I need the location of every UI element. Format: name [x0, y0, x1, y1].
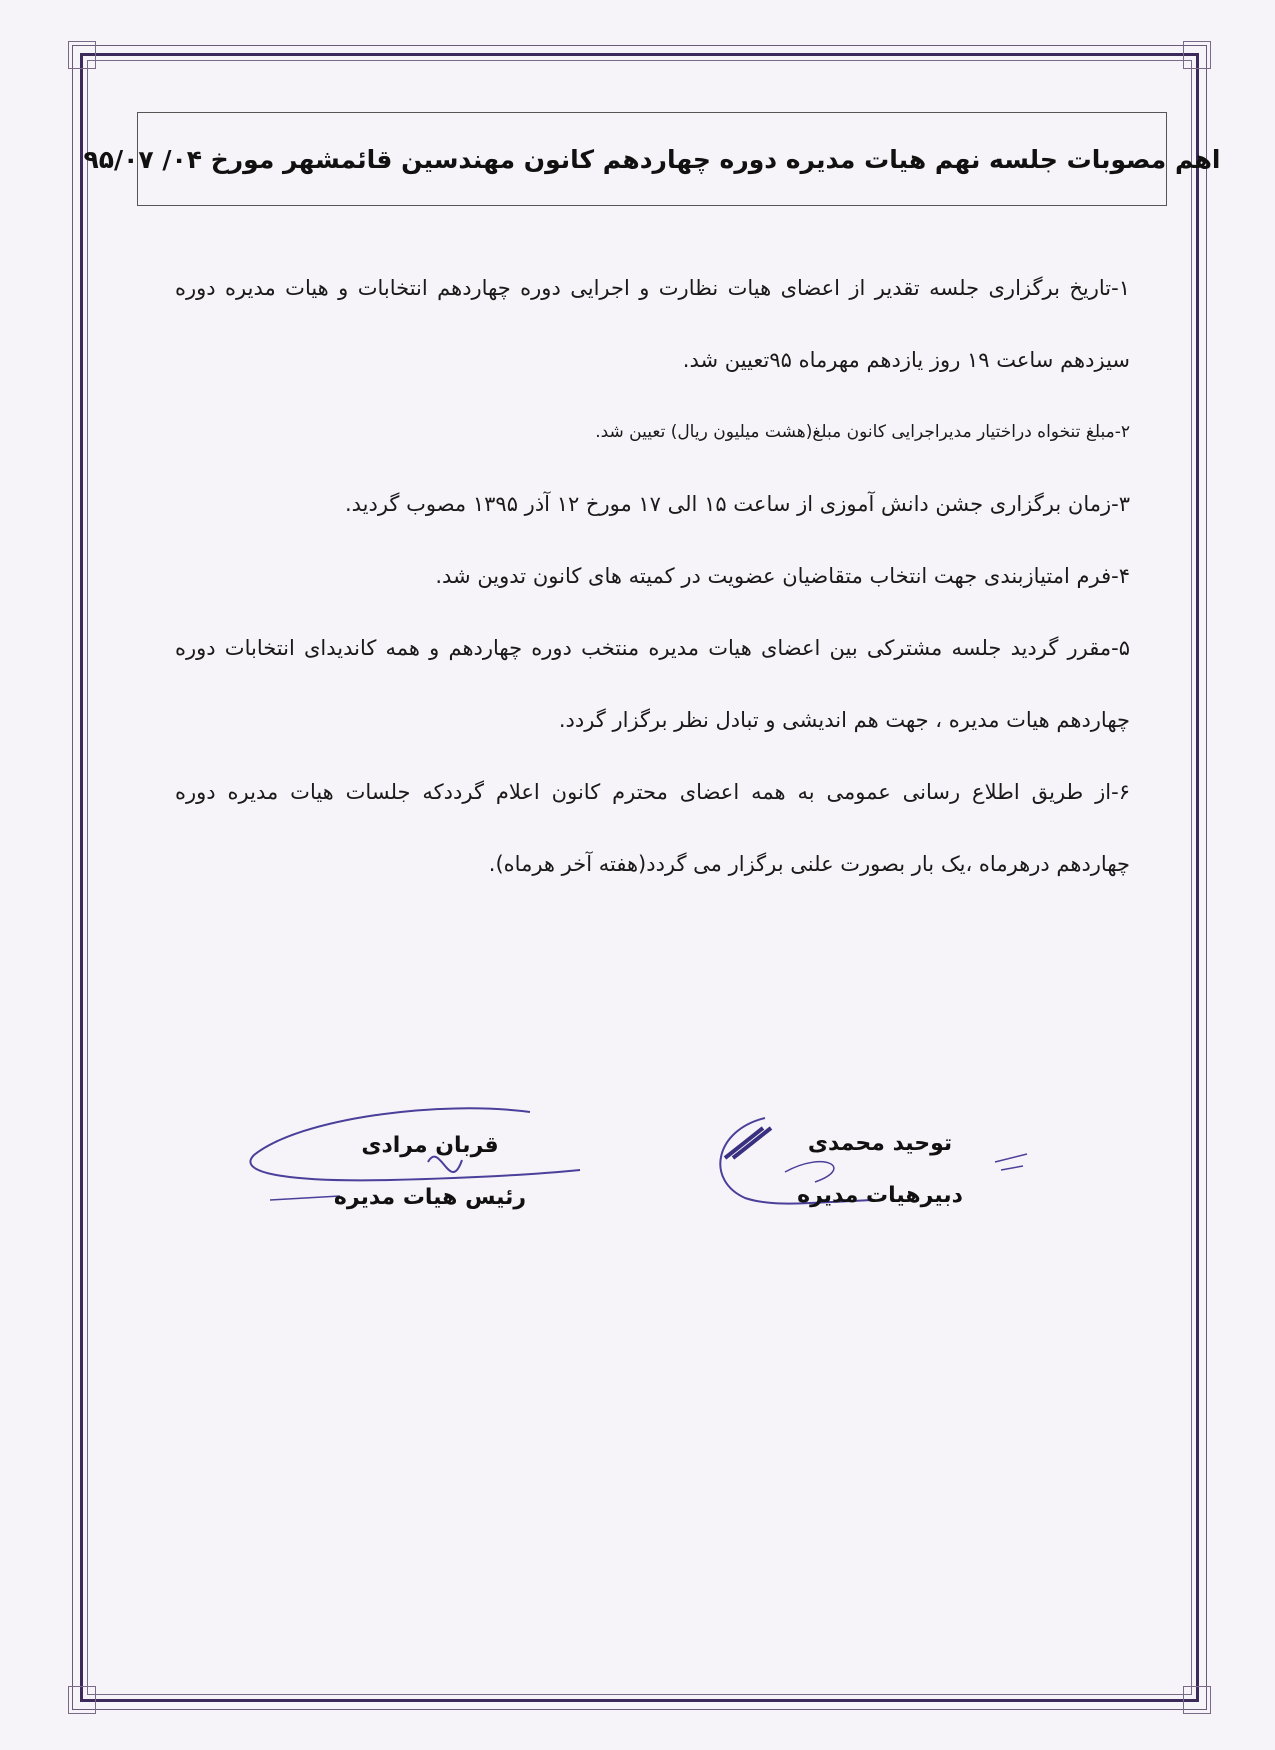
border-corner-ornament — [1183, 41, 1211, 69]
title-box — [83, 112, 1221, 206]
signature-block-chairman — [300, 1120, 560, 1224]
resolution-item-6: ۶-از طریق اطلاع رسانی عمومی به همه اعضای محترم کانون اعلام گرددکه جلسات هیات مدیره دوره چهاردهم درهرماه ،یک بار بصورت علنی برگزار می گردد(هفته آخر هرماه). — [175, 780, 1130, 876]
resolution-item-4: ۴-فرم امتیازبندی جهت انتخاب متقاضیان عضویت در کمیته های کانون تدوین شد. — [435, 564, 1130, 588]
signature-block-secretary — [770, 1118, 990, 1222]
signatory-name: قربان مرادی — [361, 1133, 499, 1158]
signatory-role: دبیرهیات مدیره — [797, 1183, 963, 1208]
border-corner-ornament — [68, 41, 96, 69]
signatory-name: توحید محمدی — [807, 1131, 953, 1156]
resolution-item-1: ۱-تاریخ برگزاری جلسه تقدیر از اعضای هیات نظارت و اجرایی دوره چهاردهم انتخابات و هیات مدیره دوره سیزدهم ساعت ۱۹ روز یازدهم مهرماه ۹۵تعیین شد. — [175, 276, 1130, 372]
resolution-list — [175, 252, 1130, 900]
border-corner-ornament — [68, 1686, 96, 1714]
border-corner-ornament — [1183, 1686, 1211, 1714]
resolution-item-3: ۳-زمان برگزاری جشن دانش آموزی از ساعت ۱۵ الی ۱۷ مورخ ۱۲ آذر ۱۳۹۵ مصوب گردید. — [344, 492, 1130, 516]
document-title: اهم مصوبات جلسه نهم هیات مدیره دوره چهاردهم کانون مهندسین قائمشهر مورخ ۰۴/ ۹۵/۰۷ — [83, 144, 1221, 174]
resolution-item-2: ۲-مبلغ تنخواه دراختیار مدیراجرایی کانون مبلغ(هشت میلیون ریال) تعیین شد. — [595, 422, 1130, 442]
resolution-item-5: ۵-مقرر گردید جلسه مشترکی بین اعضای هیات مدیره منتخب دوره چهاردهم و همه کاندیدای انتخابات دوره چهاردهم هیات مدیره ، جهت هم اندیشی و تبادل نظر برگزار گردد. — [175, 636, 1130, 732]
signatory-role: رئیس هیات مدیره — [333, 1185, 527, 1210]
